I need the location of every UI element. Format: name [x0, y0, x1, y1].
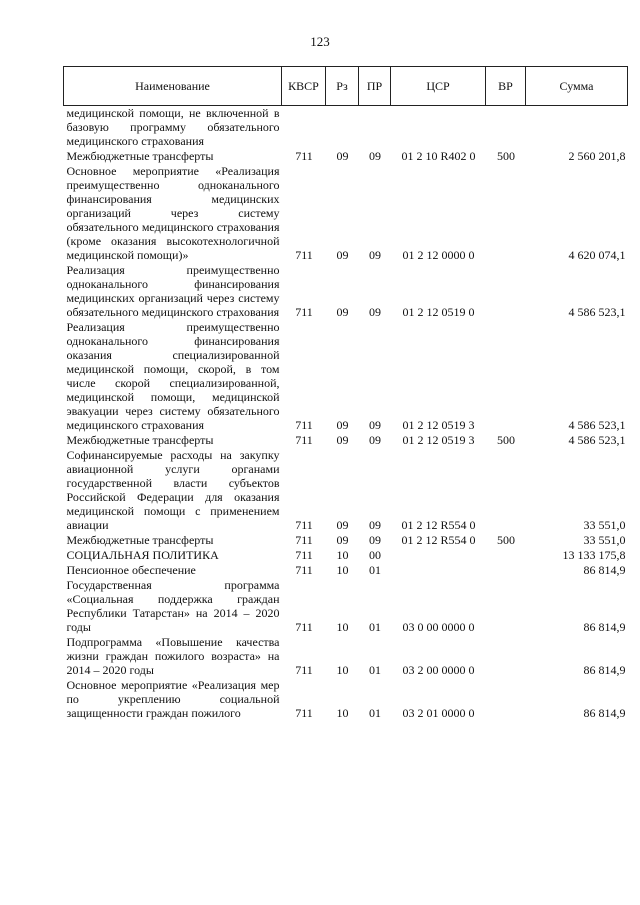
header-name: Наименование: [64, 67, 282, 106]
row-kvsr: 711: [295, 418, 313, 432]
table-row: [64, 320, 628, 433]
row-csr: 01 2 12 R554 0: [401, 518, 476, 532]
row-name: Межбюджетные трансферты: [66, 149, 214, 163]
row-vr: 500: [497, 533, 515, 547]
row-name: Государственная программа «Социальная поддержка граждан Республики Татарстан» на 2014 – 2020 годы: [66, 578, 280, 634]
row-vr: 500: [497, 433, 515, 447]
row-name: Реализация преимущественно одноканального финансирования медицинских организаций через систему обязательного медицинского страхования: [66, 263, 280, 319]
row-csr: 03 2 01 0000 0: [402, 706, 475, 720]
row-sum: 2 560 201,8: [568, 149, 626, 163]
table-row: [64, 635, 628, 678]
header-rz: Рз: [326, 67, 359, 106]
row-vr: [486, 548, 526, 563]
row-name: Основное мероприятие «Реализация преимущественно одноканального финансирования медицинских организаций через систему обязательного медицинского страхования (кроме оказания высокотехнологичной медицинской помощи)»: [66, 164, 280, 262]
row-csr: 01 2 12 0000 0: [402, 248, 475, 262]
row-vr: [486, 563, 526, 578]
row-csr: 03 0 00 0000 0: [402, 620, 475, 634]
row-vr: [486, 164, 526, 263]
row-rz: 10: [336, 706, 349, 720]
row-pr: 01: [369, 706, 381, 720]
row-name: СОЦИАЛЬНАЯ ПОЛИТИКА: [66, 548, 219, 562]
row-sum: 33 551,0: [583, 518, 626, 532]
row-pr: 01: [369, 663, 381, 677]
table-row: [64, 533, 628, 548]
row-sum: 4 620 074,1: [568, 248, 626, 262]
table-row: [64, 563, 628, 578]
row-rz: 09: [336, 433, 349, 447]
row-pr: 09: [369, 418, 381, 432]
row-kvsr: 711: [295, 248, 313, 262]
row-kvsr: [282, 106, 326, 150]
row-kvsr: 711: [295, 518, 313, 532]
row-pr: 09: [369, 518, 381, 532]
row-vr: [486, 578, 526, 635]
row-rz: [326, 106, 359, 150]
row-csr: 01 2 12 0519 3: [402, 418, 475, 432]
row-pr: 09: [369, 533, 381, 547]
header-sum: Сумма: [526, 67, 628, 106]
row-rz: 10: [336, 663, 349, 677]
header-kvsr: КВСР: [282, 67, 326, 106]
row-rz: 09: [336, 305, 349, 319]
table-row: [64, 678, 628, 721]
row-csr: 01 2 12 0519 3: [402, 433, 475, 447]
row-csr: 03 2 00 0000 0: [402, 663, 475, 677]
row-kvsr: 711: [295, 620, 313, 634]
row-vr: [486, 263, 526, 320]
row-sum: 86 814,9: [583, 663, 626, 677]
row-pr: 09: [369, 433, 381, 447]
row-vr: [486, 106, 526, 150]
row-sum: 86 814,9: [583, 563, 626, 577]
row-rz: 10: [336, 563, 349, 577]
row-name: Софинансируемые расходы на закупку авиационной услуги органами государственной власти субъектов Российской Федерации для оказания медицинской помощи с применением авиации: [66, 448, 280, 532]
row-csr: 01 2 10 R402 0: [401, 149, 476, 163]
row-vr: [486, 320, 526, 433]
header-vr: ВР: [486, 67, 526, 106]
budget-table: [63, 66, 628, 721]
table-row: [64, 164, 628, 263]
row-name: Реализация преимущественно одноканального финансирования оказания специализированной медицинской помощи, скорой, в том числе скорой специализированной, медицинской помощи, медицинской эвакуации через систему обязательного медицинского страхования: [66, 320, 280, 432]
row-vr: 500: [497, 149, 515, 163]
page-number: 123: [310, 34, 330, 49]
row-name: Межбюджетные трансферты: [66, 433, 214, 447]
table-row: [64, 548, 628, 563]
row-sum: 33 551,0: [583, 533, 626, 547]
row-name: Пенсионное обеспечение: [66, 563, 196, 577]
row-rz: 10: [336, 548, 349, 562]
row-sum: 86 814,9: [583, 706, 626, 720]
table-row: [64, 578, 628, 635]
row-vr: [486, 678, 526, 721]
row-csr: 01 2 12 R554 0: [401, 533, 476, 547]
row-vr: [486, 635, 526, 678]
header-pr: ПР: [359, 67, 391, 106]
row-rz: 10: [336, 620, 349, 634]
row-kvsr: 711: [295, 663, 313, 677]
row-rz: 09: [336, 149, 349, 163]
row-name: медицинской помощи, не включенной в базовую программу обязательного медицинского страхования: [66, 106, 280, 148]
row-csr: [391, 106, 486, 150]
row-rz: 09: [336, 248, 349, 262]
row-pr: 09: [369, 305, 381, 319]
row-sum: 4 586 523,1: [568, 433, 626, 447]
row-pr: 00: [369, 548, 381, 562]
row-pr: [359, 106, 391, 150]
row-name: Подпрограмма «Повышение качества жизни граждан пожилого возраста» на 2014 – 2020 годы: [66, 635, 280, 677]
row-pr: 09: [369, 248, 381, 262]
row-vr: [486, 448, 526, 533]
row-sum: 4 586 523,1: [568, 418, 626, 432]
row-name: Основное мероприятие «Реализация мер по укреплению социальной защищенности граждан пожилого: [66, 678, 280, 720]
table-header-row: [64, 67, 628, 106]
table-row: [64, 263, 628, 320]
row-kvsr: 711: [295, 548, 313, 562]
row-pr: 01: [369, 620, 381, 634]
row-sum: 4 586 523,1: [568, 305, 626, 319]
row-name: Межбюджетные трансферты: [66, 533, 214, 547]
row-sum: [526, 106, 628, 150]
row-sum: 13 133 175,8: [562, 548, 626, 562]
table-row: [64, 448, 628, 533]
row-rz: 09: [336, 533, 349, 547]
row-kvsr: 711: [295, 706, 313, 720]
row-kvsr: 711: [295, 305, 313, 319]
row-kvsr: 711: [295, 433, 313, 447]
row-csr: 01 2 12 0519 0: [402, 305, 475, 319]
header-csr: ЦСР: [391, 67, 486, 106]
row-rz: 09: [336, 518, 349, 532]
row-rz: 09: [336, 418, 349, 432]
row-kvsr: 711: [295, 149, 313, 163]
row-kvsr: 711: [295, 563, 313, 577]
table-row: [64, 106, 628, 150]
row-sum: 86 814,9: [583, 620, 626, 634]
row-csr: [391, 563, 486, 578]
row-pr: 01: [369, 563, 381, 577]
row-pr: 09: [369, 149, 381, 163]
row-csr: [391, 548, 486, 563]
table-row: [64, 149, 628, 164]
row-kvsr: 711: [295, 533, 313, 547]
table-row: [64, 433, 628, 448]
